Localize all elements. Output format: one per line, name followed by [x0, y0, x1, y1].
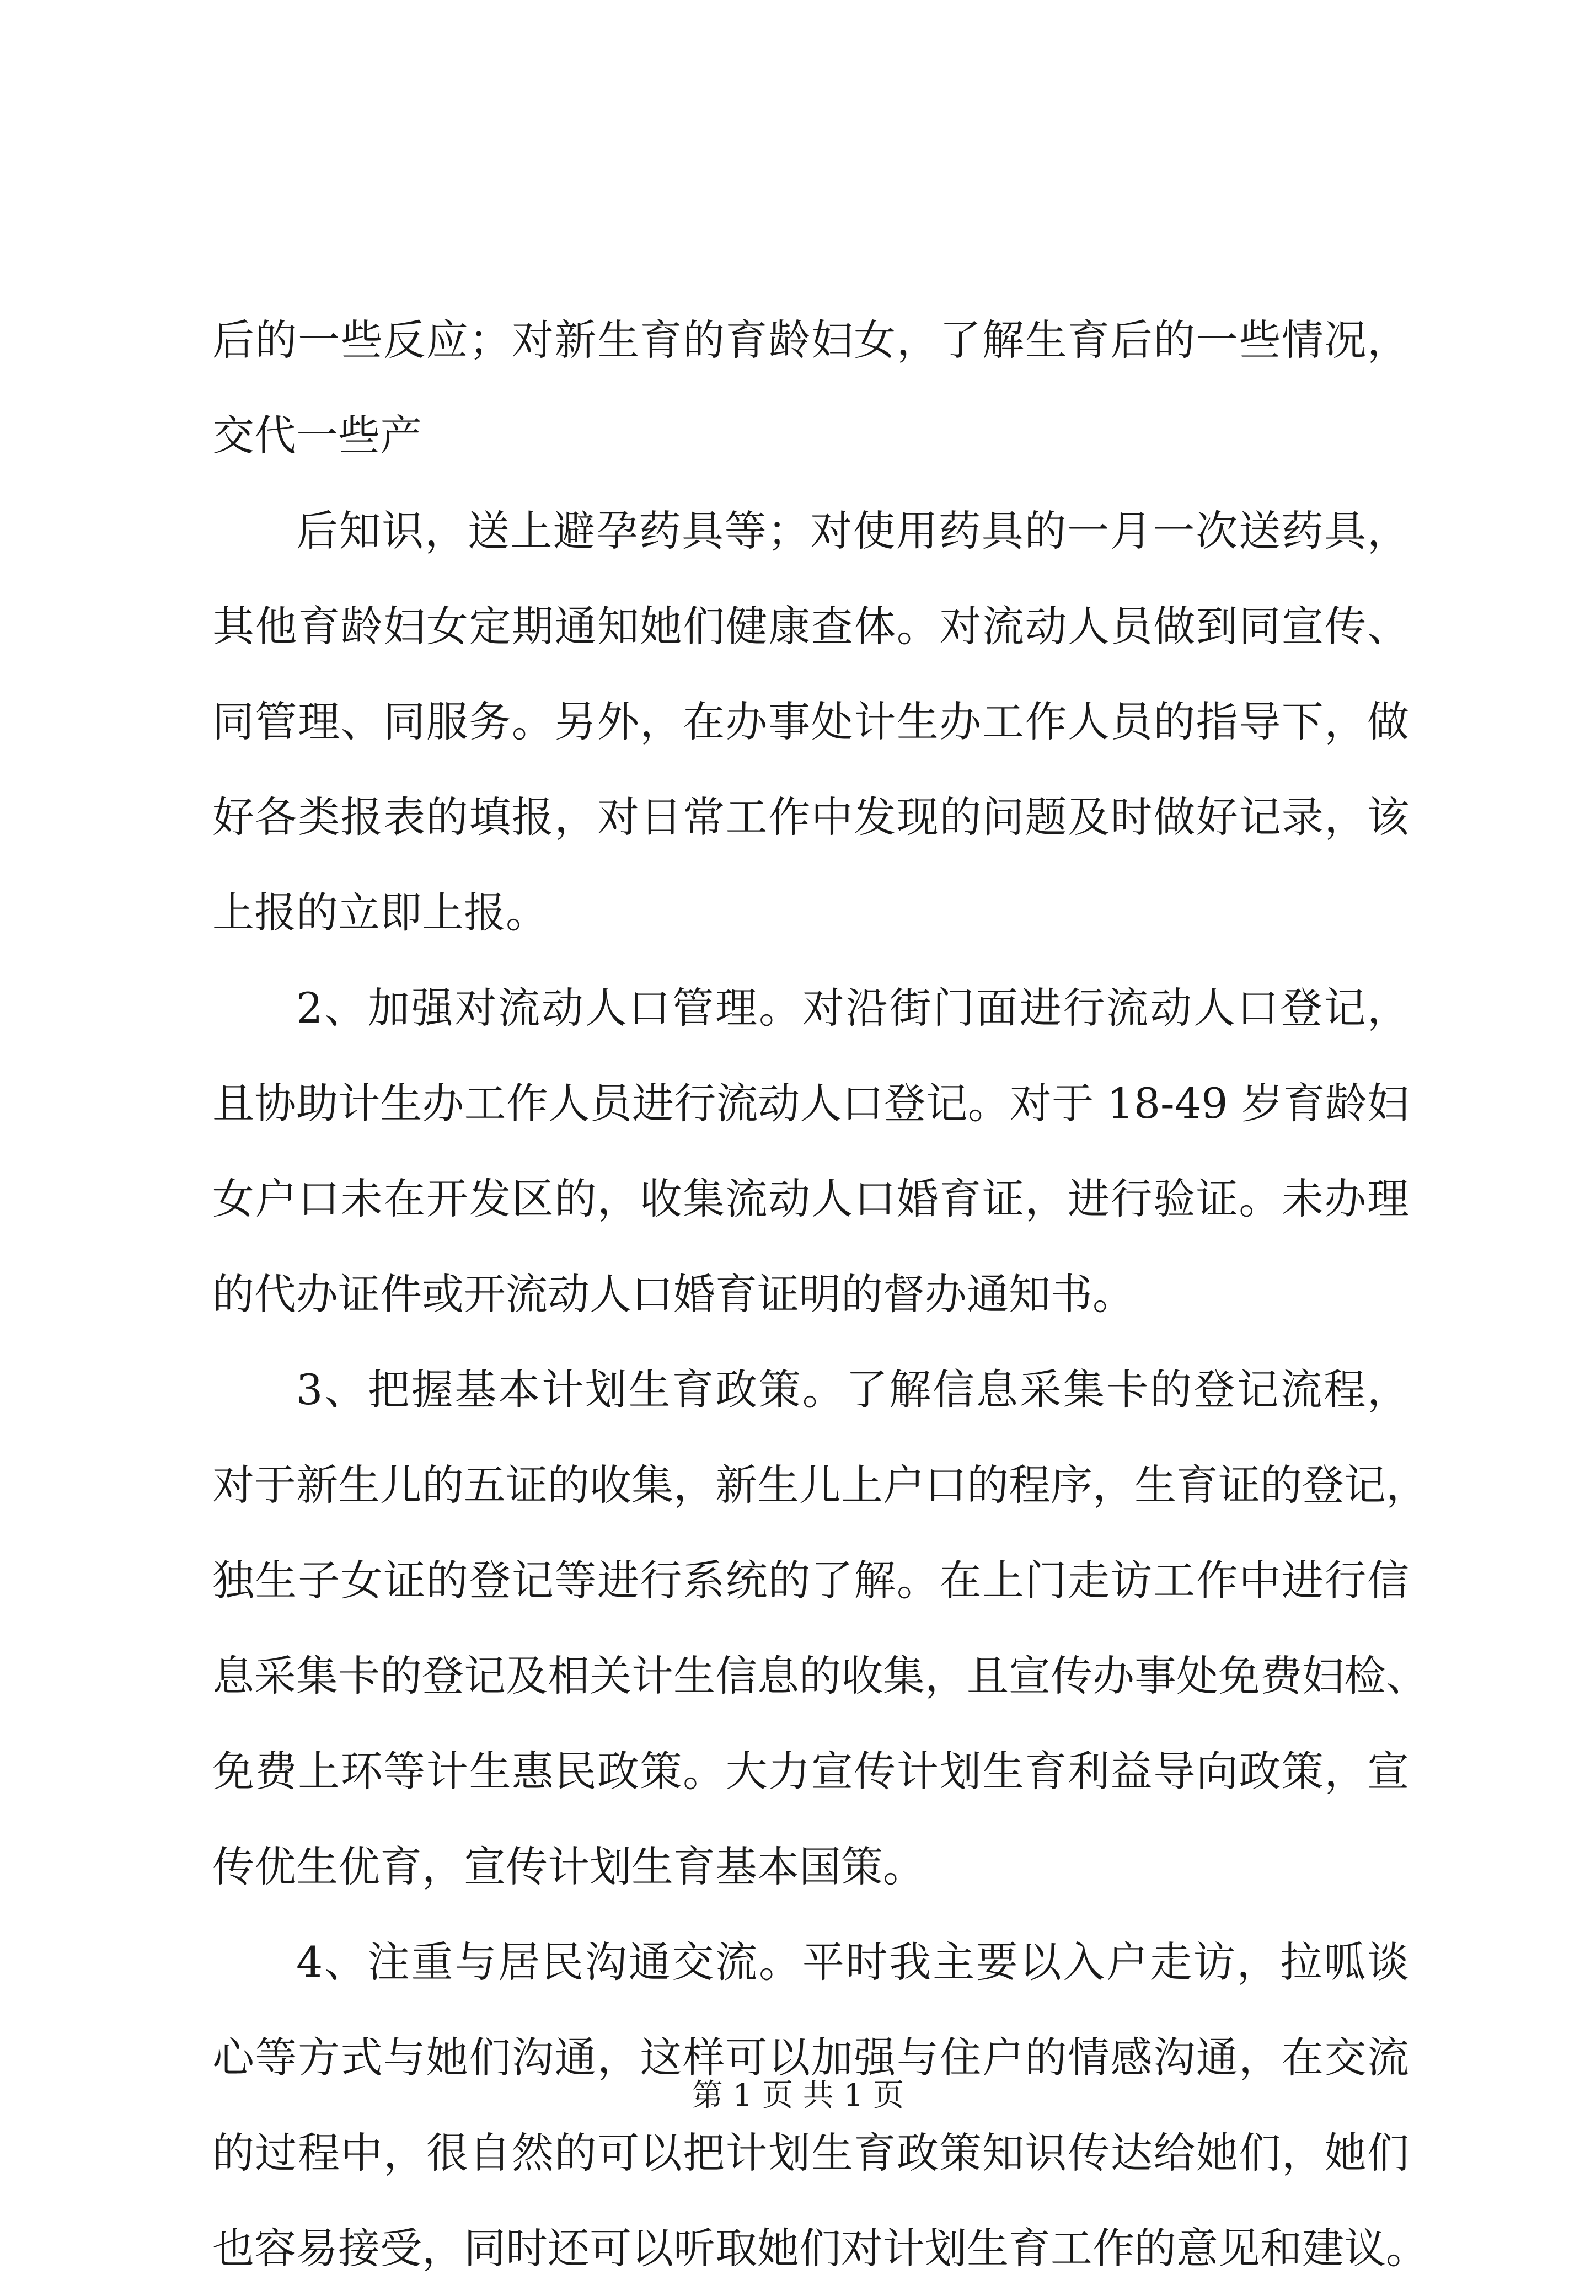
- page-footer: 第 1 页 共 1 页: [692, 2078, 904, 2113]
- paragraph-line: 交代一些产: [212, 411, 422, 460]
- paragraph-line: 对于新生儿的五证的收集，新生儿上户口的程序，生育证的登记，: [212, 1460, 1428, 1510]
- paragraph-line: 传优生优育，宣传计划生育基本国策。: [212, 1842, 925, 1891]
- paragraph: [212, 483, 1409, 960]
- paragraph-line: 女户口未在开发区的，收集流动人口婚育证，进行验证。未办理: [212, 1174, 1409, 1223]
- paragraph-line: 心等方式与她们沟通，这样可以加强与住户的情感沟通，在交流: [212, 2033, 1409, 2082]
- paragraph: [212, 292, 1409, 483]
- paragraph-line: 后的一些反应；对新生育的育龄妇女，了解生育后的一些情况，: [212, 315, 1409, 365]
- paragraph-line: 息采集卡的登记及相关计生信息的收集，且宣传办事处免费妇检、: [212, 1651, 1428, 1700]
- paragraph-line: 且协助计生办工作人员进行流动人口登记。对于 18-49 岁育龄妇: [212, 1079, 1409, 1128]
- paragraph-line: 其他育龄妇女定期通知她们健康查体。对流动人员做到同宣传、: [212, 602, 1409, 651]
- paragraph-line: 的代办证件或开流动人口婚育证明的督办通知书。: [212, 1270, 1134, 1319]
- document-body: [212, 292, 1428, 2296]
- paragraph-line: 也容易接受，同时还可以听取她们对计划生育工作的意见和建议。: [212, 2224, 1428, 2273]
- paragraph-line: 独生子女证的登记等进行系统的了解。在上门走访工作中进行信: [212, 1556, 1409, 1605]
- paragraph-line: 好各类报表的填报，对日常工作中发现的问题及时做好记录，该: [212, 793, 1409, 842]
- paragraph: [212, 1342, 1428, 1914]
- paragraph-line: 同管理、同服务。另外，在办事处计生办工作人员的指导下，做: [212, 697, 1409, 746]
- paragraph-line: 上报的立即上报。: [212, 888, 548, 937]
- paragraph-line: 免费上环等计生惠民政策。大力宣传计划生育利益导向政策，宣: [212, 1747, 1409, 1796]
- paragraph: [212, 960, 1409, 1342]
- paragraph-line: 4、注重与居民沟通交流。平时我主要以入户走访，拉呱谈: [296, 1938, 1409, 1987]
- paragraph-line: 的过程中，很自然的可以把计划生育政策知识传达给她们，她们: [212, 2128, 1409, 2177]
- paragraph-line: 3、把握基本计划生育政策。了解信息采集卡的登记流程，: [296, 1365, 1409, 1414]
- paragraph-line: 后知识，送上避孕药具等；对使用药具的一月一次送药具，: [296, 506, 1409, 555]
- paragraph-line: 2、加强对流动人口管理。对沿街门面进行流动人口登记，: [296, 983, 1409, 1032]
